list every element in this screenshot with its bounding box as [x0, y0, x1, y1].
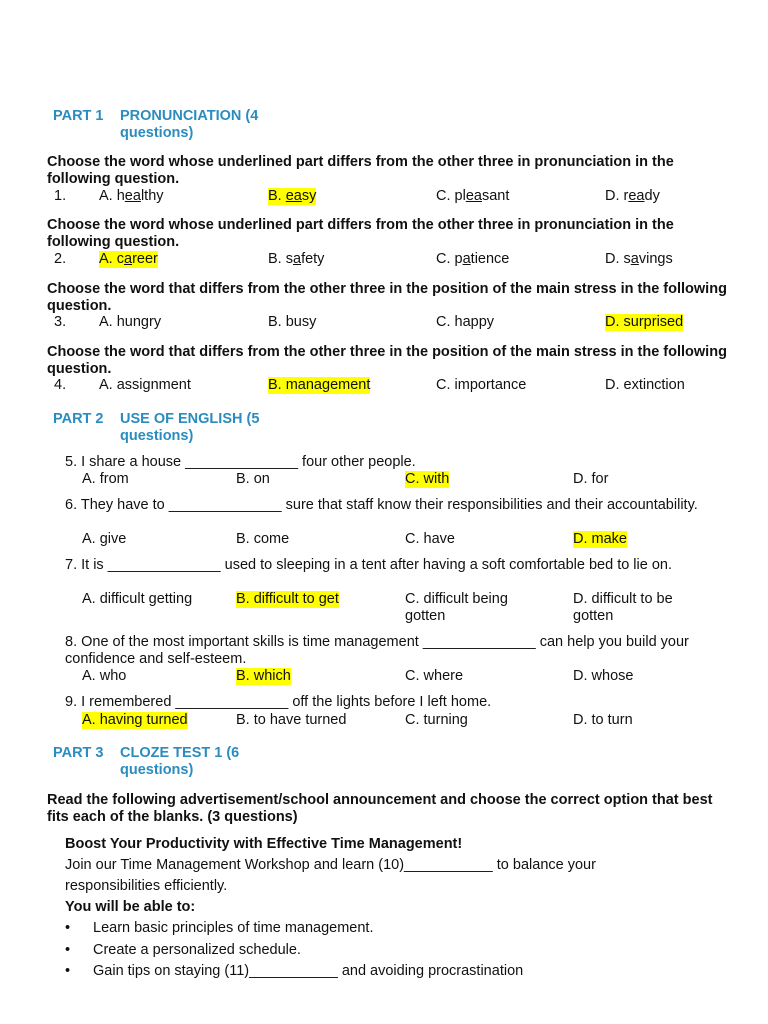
option-b-answer[interactable]: B. management	[268, 377, 371, 393]
ad-subheading: You will be able to:	[65, 899, 196, 915]
bullet-dot: •	[65, 942, 71, 958]
instruction-cloze: Read the following advertisement/school announcement and choose the correct option that best fits each of the blanks. (3 questions)	[47, 792, 713, 825]
option-a[interactable]: A. hungry	[99, 314, 162, 330]
bullet-dot: •	[65, 963, 71, 979]
bullet-item: Learn basic principles of time management.	[93, 920, 374, 936]
option-c[interactable]: C. where	[405, 668, 464, 684]
option-b[interactable]: B. to have turned	[236, 712, 347, 728]
option-d[interactable]: D. to turn	[573, 712, 633, 728]
part3-title: CLOZE TEST 1 (6	[120, 745, 240, 761]
ad-title: Boost Your Productivity with Effective Time Management!	[65, 836, 463, 852]
option-d[interactable]: D. savings	[605, 251, 673, 267]
option-c-answer[interactable]: C. with	[405, 471, 450, 487]
instruction-stress: Choose the word that differs from the other three in the position of the main stress in the following question.	[47, 281, 727, 314]
question-stem: 8. One of the most important skills is time management ______________ can help you build your confidence and self-esteem.	[65, 634, 689, 667]
option-c[interactable]: C. importance	[436, 377, 527, 393]
option-a[interactable]: A. difficult getting	[82, 591, 193, 607]
part1-label: PART 1	[53, 108, 104, 124]
option-d[interactable]: D. ready	[605, 188, 660, 204]
question-number: 1.	[54, 188, 67, 204]
option-a[interactable]: A. who	[82, 668, 127, 684]
part2-label: PART 2	[53, 411, 104, 427]
part3-title-cont: questions)	[120, 762, 194, 778]
option-c[interactable]: C. turning	[405, 712, 468, 728]
option-b-answer[interactable]: B. difficult to get	[236, 591, 339, 607]
option-b[interactable]: B. on	[236, 471, 270, 487]
bullet-dot: •	[65, 920, 71, 936]
part2-title-cont: questions)	[120, 428, 194, 444]
part2-title: USE OF ENGLISH (5	[120, 411, 260, 427]
option-b[interactable]: B. busy	[268, 314, 317, 330]
option-c[interactable]: C. difficult being gotten	[405, 591, 508, 624]
option-a[interactable]: A. healthy	[99, 188, 164, 204]
question-number: 4.	[54, 377, 67, 393]
ad-text-line: Join our Time Management Workshop and learn (10)___________ to balance your	[65, 857, 596, 873]
instruction-pronunciation: Choose the word whose underlined part differs from the other three in pronunciation in the following question.	[47, 154, 674, 187]
question-stem: 6. They have to ______________ sure that staff know their responsibilities and their accountability.	[65, 497, 698, 513]
option-a-answer[interactable]: A. having turned	[82, 712, 188, 728]
instruction-pronunciation: Choose the word whose underlined part differs from the other three in pronunciation in the following question.	[47, 217, 674, 250]
option-b[interactable]: B. come	[236, 531, 290, 547]
part3-label: PART 3	[53, 745, 104, 761]
option-a[interactable]: A. assignment	[99, 377, 191, 393]
option-a[interactable]: A. give	[82, 531, 127, 547]
option-a[interactable]: A. from	[82, 471, 129, 487]
option-b-answer[interactable]: B. easy	[268, 188, 317, 204]
bullet-item: Gain tips on staying (11)___________ and avoiding procrastination	[93, 963, 524, 979]
option-d[interactable]: D. for	[573, 471, 609, 487]
question-stem: 9. I remembered ______________ off the lights before I left home.	[65, 694, 492, 710]
ad-text-line: responsibilities efficiently.	[65, 878, 228, 894]
question-number: 3.	[54, 314, 67, 330]
option-d[interactable]: D. extinction	[605, 377, 685, 393]
question-number: 2.	[54, 251, 67, 267]
option-c[interactable]: C. have	[405, 531, 455, 547]
part1-title-cont: questions)	[120, 125, 194, 141]
option-d[interactable]: D. difficult to be gotten	[573, 591, 673, 624]
option-d-answer[interactable]: D. surprised	[605, 314, 684, 330]
option-c[interactable]: C. happy	[436, 314, 495, 330]
option-b-answer[interactable]: B. which	[236, 668, 291, 684]
option-c[interactable]: C. pleasant	[436, 188, 510, 204]
option-d[interactable]: D. whose	[573, 668, 634, 684]
option-c[interactable]: C. patience	[436, 251, 510, 267]
option-d-answer[interactable]: D. make	[573, 531, 627, 547]
option-a-answer[interactable]: A. career	[99, 251, 158, 267]
instruction-stress: Choose the word that differs from the other three in the position of the main stress in the following question.	[47, 344, 727, 377]
question-stem: 5. I share a house ______________ four other people.	[65, 454, 416, 470]
option-b[interactable]: B. safety	[268, 251, 325, 267]
question-stem: 7. It is ______________ used to sleeping in a tent after having a soft comfortable bed to lie on.	[65, 557, 673, 573]
part1-title: PRONUNCIATION (4	[120, 108, 259, 124]
bullet-item: Create a personalized schedule.	[93, 942, 301, 958]
